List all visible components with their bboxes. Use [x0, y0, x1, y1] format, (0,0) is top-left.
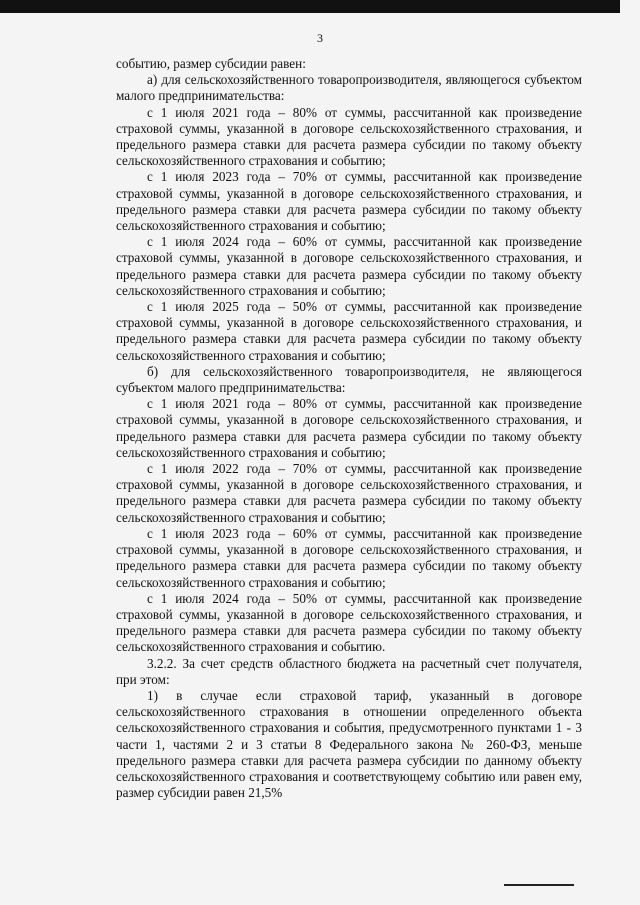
- paragraph: б) для сельскохозяйственного товаропроизводителя, не являющегося субъектом малого предпринимательства:: [116, 363, 582, 396]
- paragraph: а) для сельскохозяйственного товаропроизводителя, являющегося субъектом малого предпринимательства:: [116, 72, 582, 104]
- paragraph: 1) в случае если страховой тариф, указанный в договоре сельскохозяйственного страхования в отношении определенного объекта сельскохозяйственного страхования и события, предусмотренного пунктами 1 - 3 части 1, частями 2 и 3 статьи 8 Федерального закона № 260-ФЗ, меньше предельного размера ставки для расчета размера субсидии по данному объекту сельскохозяйственного страхования и соответствующему событию или равен ему, размер субсидии равен 21,5%: [116, 687, 582, 801]
- paragraph: с 1 июля 2023 года – 70% от суммы, рассчитанной как произведение страховой суммы, указанной в договоре сельскохозяйственного страхования, и предельного размера ставки для расчета размера субсидии по такому объекту сельскохозяйственного страхования и событию;: [116, 169, 582, 234]
- paragraph: 3.2.2. За счет средств областного бюджета на расчетный счет получателя, при этом:: [116, 655, 582, 687]
- document-body: [116, 56, 582, 801]
- footer-rule: [504, 884, 574, 886]
- paragraph: с 1 июля 2024 года – 50% от суммы, рассчитанной как произведение страховой суммы, указанной в договоре сельскохозяйственного страхования, и предельного размера ставки для расчета размера субсидии по такому объекту сельскохозяйственного страхования и событию.: [116, 590, 582, 655]
- paragraph: с 1 июля 2023 года – 60% от суммы, рассчитанной как произведение страховой суммы, указанной в договоре сельскохозяйственного страхования, и предельного размера ставки для расчета размера субсидии по такому объекту сельскохозяйственного страхования и событию;: [116, 525, 582, 590]
- paragraph: с 1 июля 2022 года – 70% от суммы, рассчитанной как произведение страховой суммы, указанной в договоре сельскохозяйственного страхования, и предельного размера ставки для расчета размера субсидии по такому объекту сельскохозяйственного страхования и событию;: [116, 461, 582, 525]
- scan-top-bar: [0, 0, 620, 13]
- paragraph: с 1 июля 2021 года – 80% от суммы, рассчитанной как произведение страховой суммы, указанной в договоре сельскохозяйственного страхования, и предельного размера ставки для расчета размера субсидии по такому объекту сельскохозяйственного страхования и событию;: [116, 104, 582, 169]
- paragraph: с 1 июля 2024 года – 60% от суммы, рассчитанной как произведение страховой суммы, указанной в договоре сельскохозяйственного страхования, и предельного размера ставки для расчета размера субсидии по такому объекту сельскохозяйственного страхования и событию;: [116, 234, 582, 298]
- paragraph: с 1 июля 2021 года – 80% от суммы, рассчитанной как произведение страховой суммы, указанной в договоре сельскохозяйственного страхования, и предельного размера ставки для расчета размера субсидии по такому объекту сельскохозяйственного страхования и событию;: [116, 396, 582, 460]
- paragraph: с 1 июля 2025 года – 50% от суммы, рассчитанной как произведение страховой суммы, указанной в договоре сельскохозяйственного страхования, и предельного размера ставки для расчета размера субсидии по такому объекту сельскохозяйственного страхования и событию;: [116, 299, 582, 363]
- paragraph: событию, размер субсидии равен:: [116, 56, 306, 71]
- page-number: 3: [317, 31, 323, 45]
